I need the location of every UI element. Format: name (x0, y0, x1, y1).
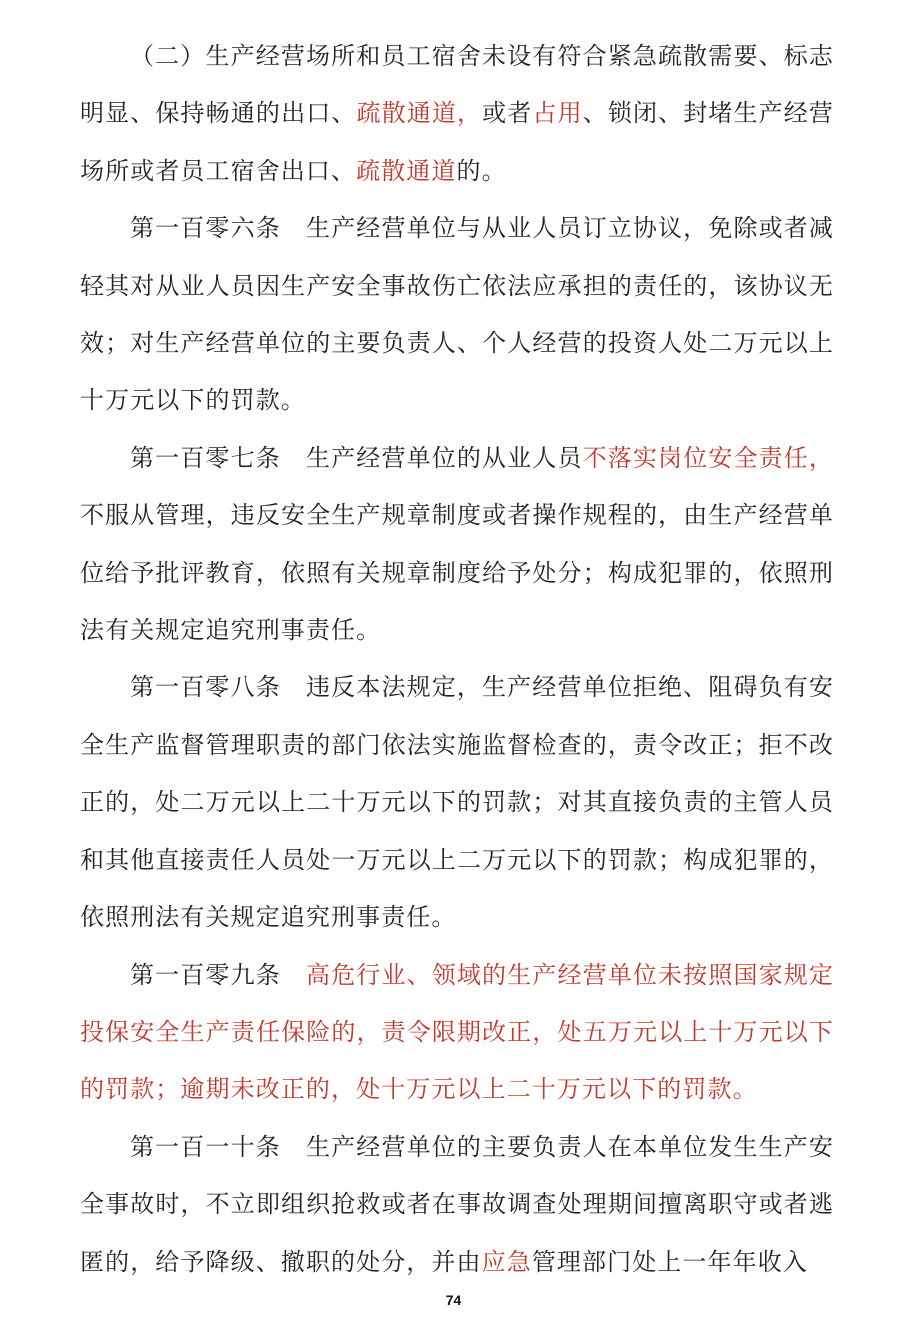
text-segment: 第一百一十条 生产经营单位的主要负责人在本单位发生生产安全事故时，不立即组织抢救或者在事故调查处理期间擅离职守或者逃匿的，给予降级、撤职的处分，并由 (80, 1132, 834, 1276)
highlighted-text: 占用 (532, 99, 583, 128)
text-segment: 管理部门处上一年年收入 (531, 1247, 808, 1276)
paragraph-item-2 (80, 28, 834, 200)
highlighted-text: 高危行业、领域的生产经营单位未按照国家规定投保安全生产责任保险的，责令限期改正，处五万元以上十万元以下的罚款；逾期未改正的，处十万元以上二十万元以下的罚款。 (80, 960, 834, 1104)
highlighted-text: 应急 (481, 1247, 532, 1276)
text-segment: 或者 (482, 99, 533, 128)
article-106 (80, 200, 834, 430)
text-segment: 第一百零八条 违反本法规定，生产经营单位拒绝、阻碍负有安全生产监督管理职责的部门依法实施监督检查的，责令改正；拒不改正的，处二万元以上二十万元以下的罚款；对其直接负责的主管人员和其他直接责任人员处一万元以上二万元以下的罚款；构成犯罪的，依照刑法有关规定追究刑事责任。 (80, 673, 834, 932)
article-108 (80, 659, 834, 946)
page-number: 74 (445, 1292, 462, 1308)
highlighted-text: 疏散通道 (356, 156, 457, 185)
text-segment: （二）生产经营场所和员工宿舍未设有符合紧急疏散需要、标志明显、保持畅通的出口、 (80, 42, 834, 128)
text-segment: 第一百零七条 生产经营单位的从业人员 (130, 443, 583, 472)
article-107 (80, 430, 834, 660)
document-body (80, 28, 834, 1291)
text-segment: 第一百零九条 (130, 960, 307, 989)
article-109 (80, 947, 834, 1119)
text-segment: 的。 (456, 156, 507, 185)
text-segment: 第一百零六条 生产经营单位与从业人员订立协议，免除或者减轻其对从业人员因生产安全事故伤亡依法应承担的责任的，该协议无效；对生产经营单位的主要负责人、个人经营的投资人处二万元以上十万元以下的罚款。 (80, 214, 834, 415)
highlighted-text: 疏散通道， (356, 99, 483, 128)
text-segment: 不服从管理，违反安全生产规章制度或者操作规程的，由生产经营单位给予批评教育，依照有关规章制度给予处分；构成犯罪的，依照刑法有关规定追究刑事责任。 (80, 501, 834, 645)
highlighted-text: 不落实岗位安全责任， (582, 443, 834, 472)
text-segment: 、锁闭、封堵生产经营场所或者员工宿舍出口、 (80, 99, 835, 185)
article-110 (80, 1119, 834, 1291)
